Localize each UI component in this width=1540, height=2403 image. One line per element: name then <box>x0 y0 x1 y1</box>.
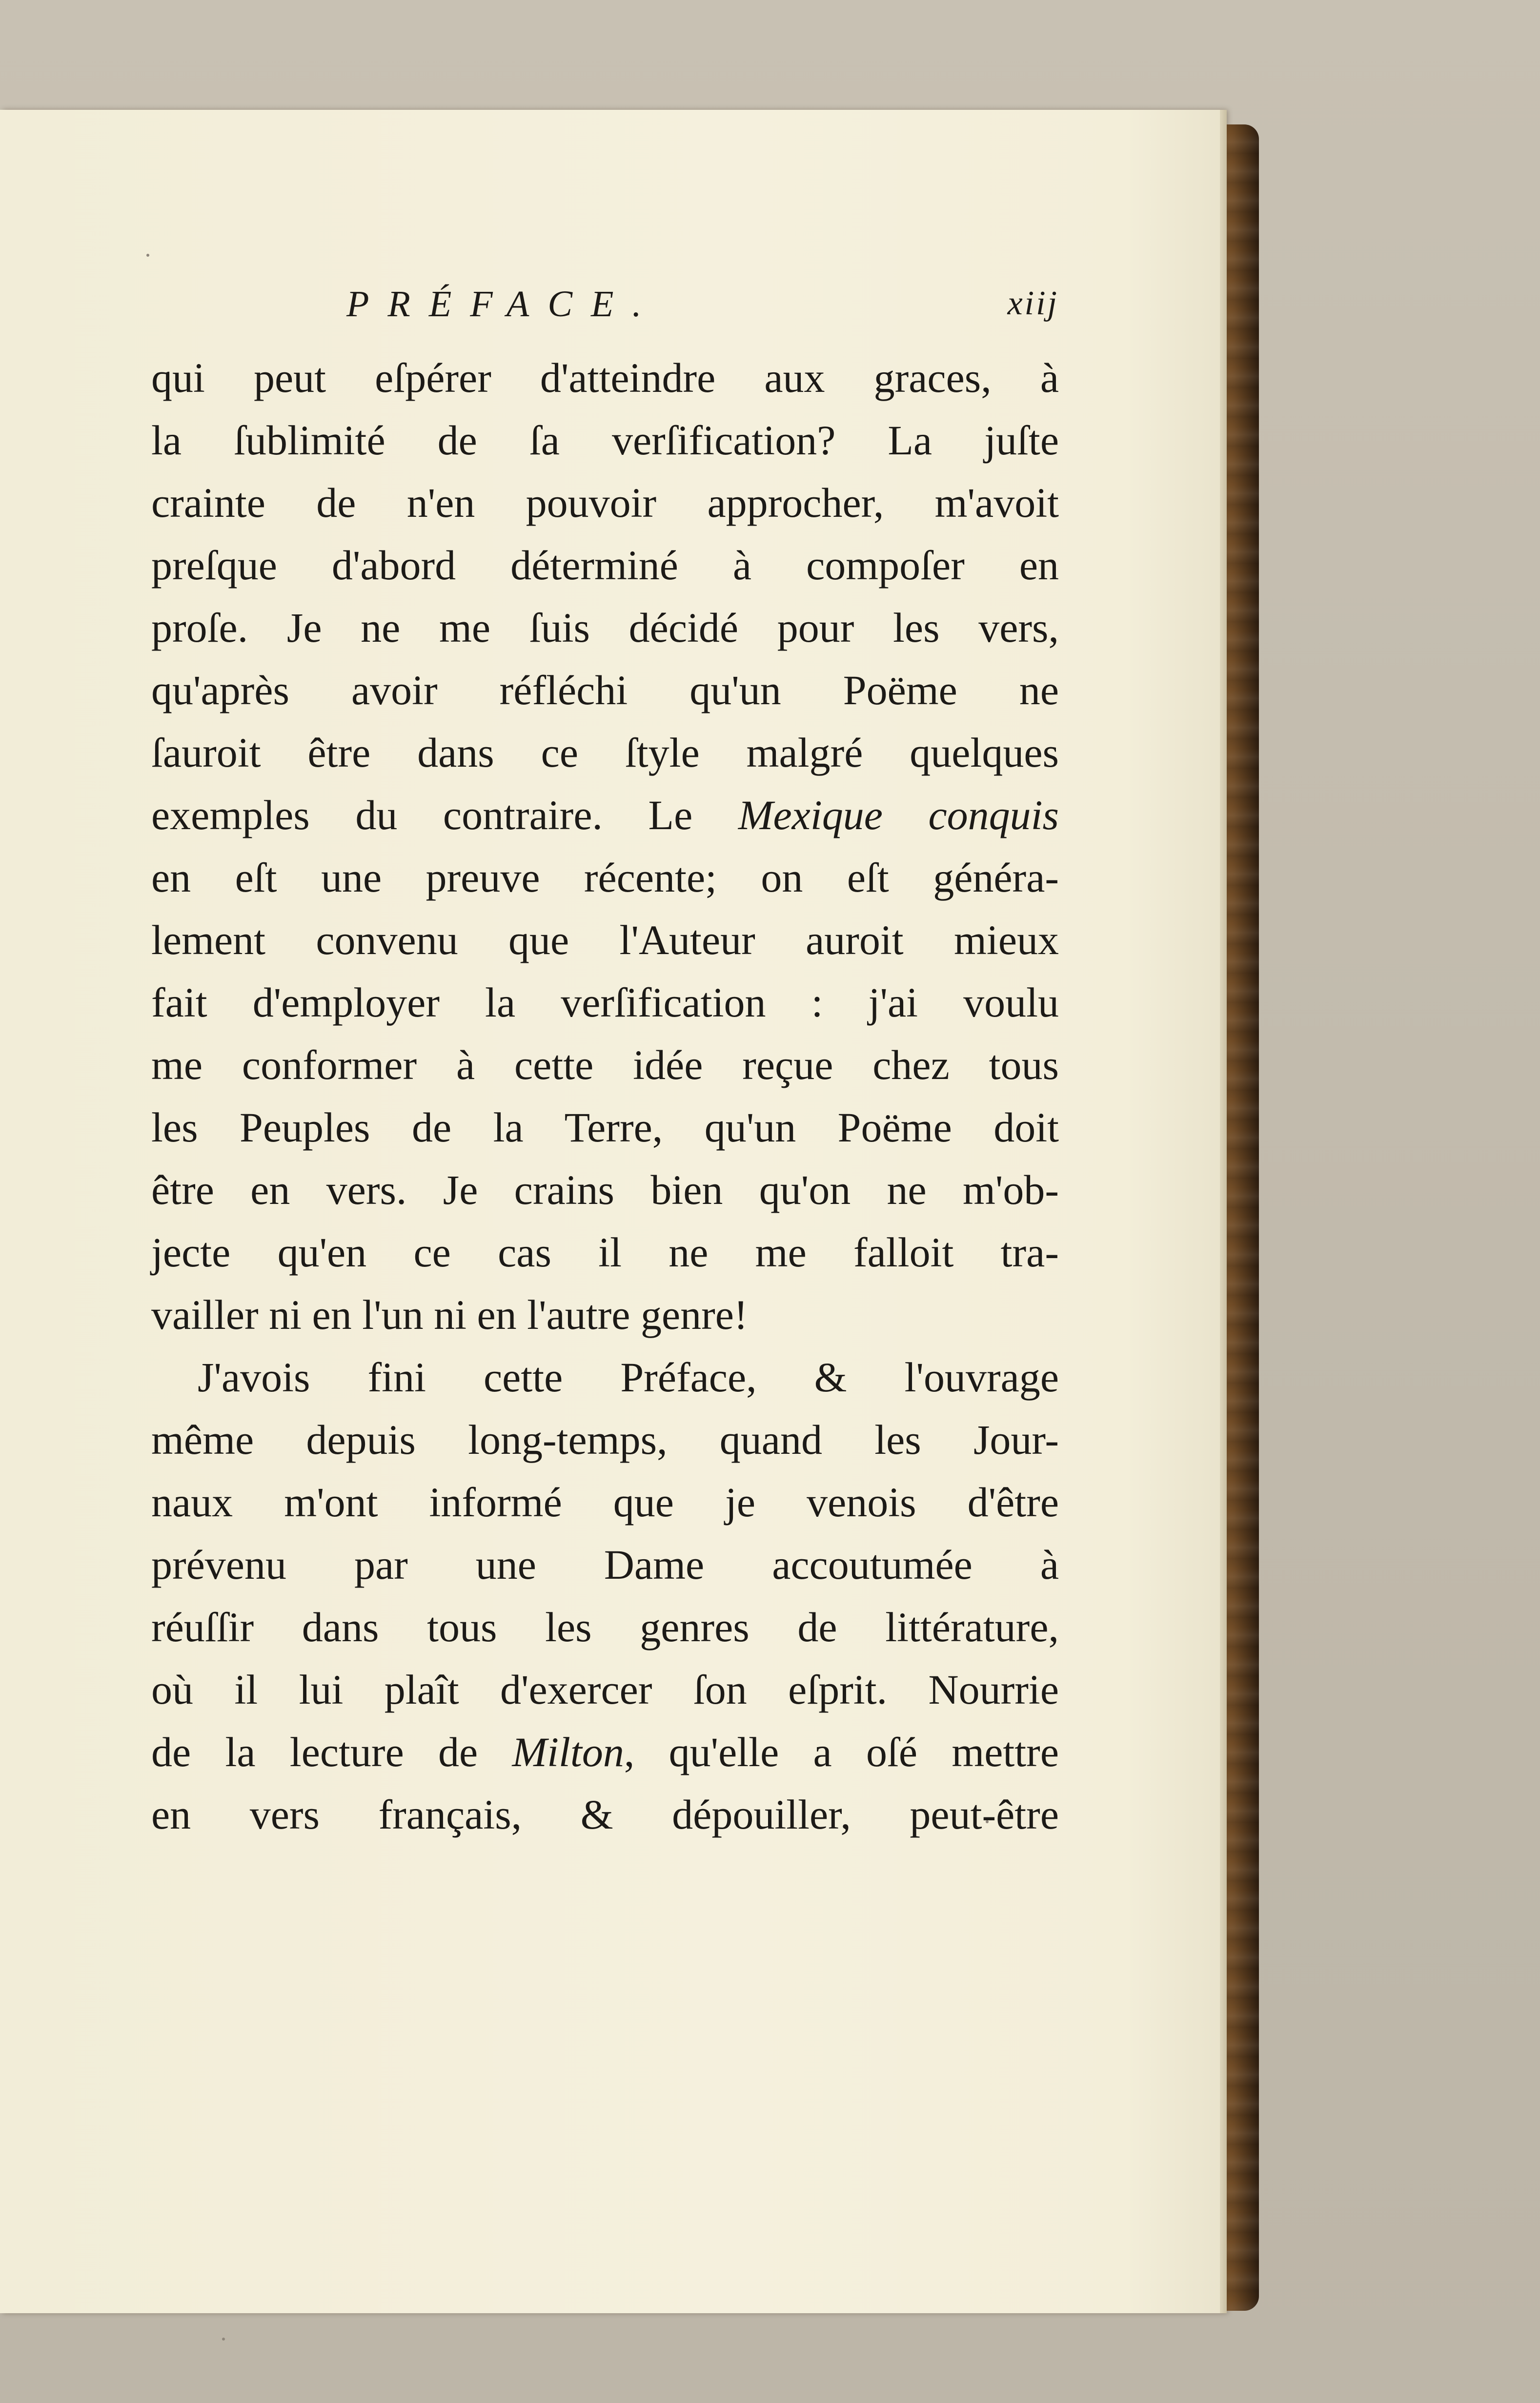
text-line: jecte qu'en ce cas il ne me falloit tra- <box>151 1229 1059 1276</box>
text-line: me conformer à cette idée reçue chez tous <box>151 1041 1059 1088</box>
text-line: qui peut eſpérer d'atteindre aux graces, à <box>151 354 1059 401</box>
text-line: crainte de n'en pouvoir approcher, m'avoit <box>151 479 1059 526</box>
text-segment: , qu'elle a oſé mettre <box>624 1729 1059 1775</box>
text-line: lement convenu que l'Auteur auroit mieux <box>151 916 1059 963</box>
text-line <box>151 1721 1059 1783</box>
running-head <box>151 278 1059 346</box>
paper-speck <box>222 2338 225 2341</box>
paragraph-2 <box>151 1346 1059 1846</box>
text-line: prévenu par une Dame accoutumée à <box>151 1541 1059 1588</box>
page-text <box>151 278 1059 1846</box>
text-line: réuſſir dans tous les genres de littérature, <box>151 1604 1059 1650</box>
page-number: xiij <box>1007 285 1059 322</box>
paper-speck <box>146 254 149 257</box>
italic-name: Milton <box>512 1729 624 1775</box>
text-line: les Peuples de la Terre, qu'un Poëme doit <box>151 1104 1059 1151</box>
text-line: être en vers. Je crains bien qu'on ne m'ob- <box>151 1166 1059 1213</box>
text-line: fait d'employer la verſification : j'ai voulu <box>151 979 1059 1026</box>
text-line: même depuis long-temps, quand les Jour- <box>151 1416 1059 1463</box>
page-edge <box>1220 110 1227 2313</box>
italic-title: Mexique conquis <box>738 792 1059 838</box>
text-line: ſauroit être dans ce ſtyle malgré quelques <box>151 729 1059 776</box>
text-line: J'avois fini cette Préface, & l'ouvrage <box>198 1354 1059 1401</box>
text-line: la ſublimité de ſa verſification? La juſte <box>151 417 1059 464</box>
text-line: en eſt une preuve récente; on eſt généra- <box>151 854 1059 901</box>
text-line: naux m'ont informé que je venois d'être <box>151 1479 1059 1526</box>
text-line <box>151 784 1059 846</box>
running-head-title: PRÉFACE. <box>346 284 660 325</box>
text-segment: de la lecture de <box>151 1729 512 1775</box>
paragraph-1 <box>151 346 1059 1346</box>
text-line: proſe. Je ne me ſuis décidé pour les vers, <box>151 604 1059 651</box>
text-line: preſque d'abord déterminé à compoſer en <box>151 542 1059 589</box>
text-line: qu'après avoir réfléchi qu'un Poëme ne <box>151 667 1059 713</box>
text-segment: exemples du contraire. Le <box>151 792 738 838</box>
text-line: où il lui plaît d'exercer ſon eſprit. Nourrie <box>151 1666 1059 1713</box>
text-line: vailler ni en l'un ni en l'autre genre! <box>151 1291 748 1338</box>
text-line: en vers français, & dépouiller, peut-être <box>151 1791 1059 1838</box>
